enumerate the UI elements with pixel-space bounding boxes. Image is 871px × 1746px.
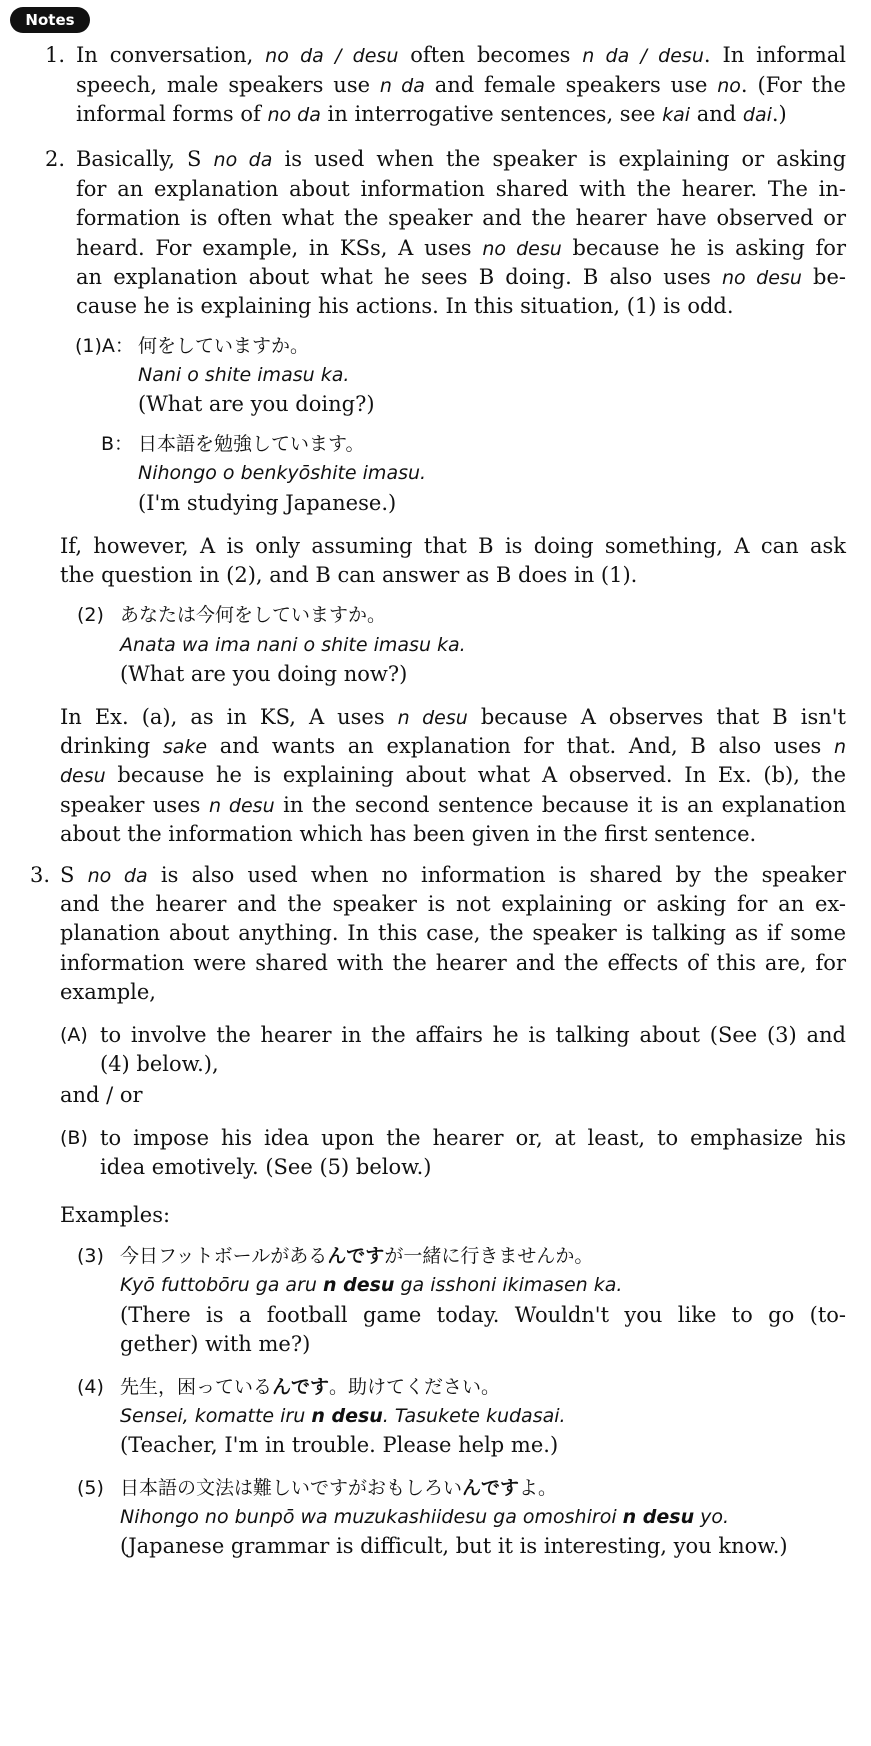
- romaji-text: Nani o shite imasu ka.: [138, 364, 350, 386]
- note1-line: informal forms of no da in interrogative sentences, see kai and dai.): [76, 102, 787, 126]
- note3-line: example,: [60, 980, 156, 1004]
- romaji-text: Nihongo no bunpō wa muzukashiidesu ga omoshiroi n desu yo.: [120, 1506, 730, 1528]
- example-label: (4): [77, 1376, 104, 1398]
- note2-line: formation is often what the speaker and the hearer have observed or: [76, 206, 846, 230]
- note3-line: planation about anything. In this case, the speaker is talking as if some: [60, 921, 846, 945]
- note2-line: cause he is explaining his actions. In this situation, (1) is odd.: [76, 294, 734, 318]
- note3-line: and / or: [60, 1083, 143, 1107]
- item-label: (A): [60, 1024, 88, 1046]
- translation-text: (I'm studying Japanese.): [138, 491, 397, 515]
- romaji-text: Sensei, komatte iru n desu. Tasukete kudasai.: [120, 1405, 566, 1427]
- note2-line: an explanation about what he sees B doing. B also uses no desu be-: [76, 265, 846, 289]
- examples-heading: Examples:: [60, 1203, 171, 1227]
- japanese-text: 今日フットボールがあるんですが一緒に行きませんか。: [120, 1245, 594, 1267]
- note2-line: for an explanation about information shared with the hearer. The in-: [76, 177, 846, 201]
- item-label: (B): [60, 1127, 88, 1149]
- note-number: 2.: [45, 147, 66, 171]
- note1-line: speech, male speakers use n da and female speakers use no. (For the: [76, 73, 846, 97]
- notes-badge: Notes: [10, 7, 90, 33]
- note-number: 3.: [30, 863, 51, 887]
- note2-line: heard. For example, in KSs, A uses no desu because he is asking for: [76, 236, 846, 260]
- japanese-text: 日本語を勉強しています。: [138, 433, 365, 455]
- note3-line: information were shared with the hearer and the effects of this are, for: [60, 951, 846, 975]
- note-number: 1.: [45, 43, 66, 67]
- note3-line: and the hearer and the speaker is not explaining or asking for an ex-: [60, 892, 846, 916]
- body-line: about the information which has been given in the first sentence.: [60, 822, 757, 846]
- translation-text: (What are you doing?): [138, 392, 375, 416]
- japanese-text: あなたは今何をしていますか。: [120, 604, 387, 626]
- note1-line: In conversation, no da / desu often becomes n da / desu. In informal: [76, 43, 846, 67]
- example-label: (2): [77, 604, 104, 626]
- romaji-text: Anata wa ima nani o shite imasu ka.: [120, 634, 466, 656]
- japanese-text: 日本語の文法は難しいですがおもしろいんですよ。: [120, 1477, 558, 1499]
- translation-text: (What are you doing now?): [120, 662, 408, 686]
- body-line: desu because he is explaining about what A observed. In Ex. (b), the: [60, 763, 846, 787]
- translation-text: (Japanese grammar is difficult, but it is interesting, you know.): [120, 1534, 788, 1558]
- note3-line: to impose his idea upon the hearer or, at least, to emphasize his: [100, 1126, 846, 1150]
- body-line: the question in (2), and B can answer as B does in (1).: [60, 563, 638, 587]
- body-line: If, however, A is only assuming that B is doing something, A can ask: [60, 534, 846, 558]
- body-line: drinking sake and wants an explanation for that. And, B also uses n: [60, 734, 846, 758]
- example-label: (5): [77, 1477, 104, 1499]
- romaji-text: Nihongo o benkyōshite imasu.: [138, 462, 427, 484]
- japanese-text: 何をしていますか。: [138, 335, 310, 357]
- translation-text: (Teacher, I'm in trouble. Please help me.): [120, 1433, 559, 1457]
- example-label: (3): [77, 1245, 104, 1267]
- japanese-text: 先生，困っているんです。助けてください。: [120, 1376, 501, 1398]
- note3-line: (4) below.),: [100, 1052, 219, 1076]
- note2-line: Basically, S no da is used when the speaker is explaining or asking: [76, 147, 847, 171]
- translation-text: gether) with me?): [120, 1332, 311, 1356]
- body-line: speaker uses n desu in the second sentence because it is an explanation: [60, 793, 846, 817]
- note3-line: idea emotively. (See (5) below.): [100, 1155, 432, 1179]
- romaji-text: Kyō futtobōru ga aru n desu ga isshoni ikimasen ka.: [120, 1274, 623, 1296]
- translation-text: (There is a football game today. Wouldn't you like to go (to-: [120, 1303, 846, 1327]
- speaker-label: B：: [101, 433, 134, 455]
- note3-line: S no da is also used when no information is shared by the speaker: [60, 863, 846, 887]
- example-label: (1)A：: [75, 335, 134, 357]
- body-line: In Ex. (a), as in KS, A uses n desu because A observes that B isn't: [60, 705, 846, 729]
- note3-line: to involve the hearer in the affairs he is talking about (See (3) and: [100, 1023, 846, 1047]
